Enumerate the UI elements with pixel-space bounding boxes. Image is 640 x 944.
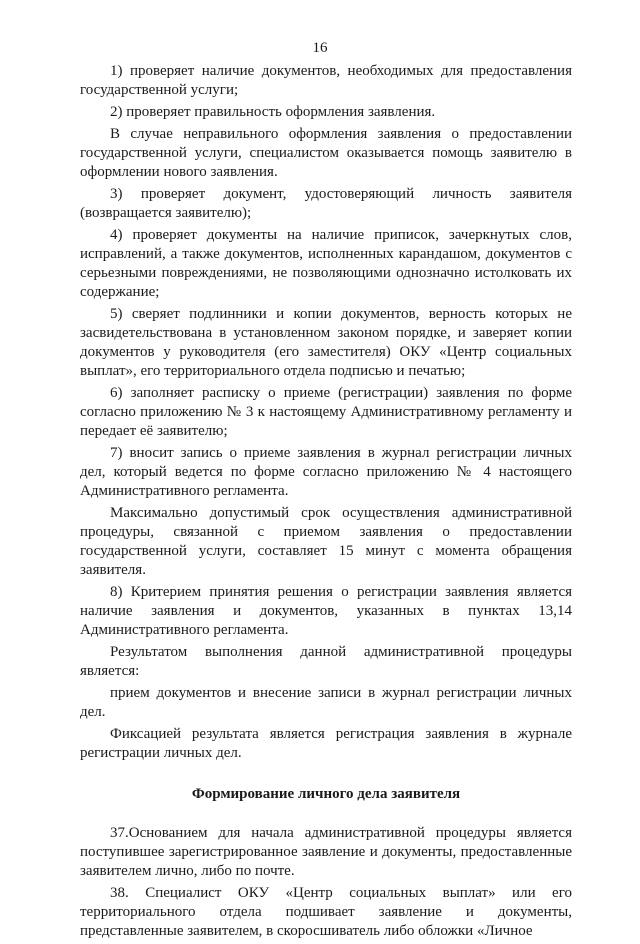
paragraph: В случае неправильного оформления заявления о предоставлении государственной услуги, специалистом оказывается помощь заявителю в оформлении нового заявления. [80,126,572,180]
paragraph: Результатом выполнения данной административной процедуры является: [80,644,572,679]
paragraph: 4) проверяет документы на наличие приписок, зачеркнутых слов, исправлений, а также документов, исполненных карандашом, документов с серьезными повреждениями, не позволяющими однозначно истолковать их содержание; [80,227,572,300]
section-heading: Формирование личного дела заявителя [191,786,461,802]
paragraph: Максимально допустимый срок осуществления административной процедуры, связанной с приемом заявления о предоставлении государственной услуги, составляет 15 минут с момента обращения заявителя. [80,505,572,578]
paragraph: прием документов и внесение записи в журнал регистрации личных дел. [80,685,572,720]
page-number: 16 [312,40,328,56]
paragraph: 38. Специалист ОКУ «Центр социальных выплат» или его территориального отдела подшивает заявление и документы, представленные заявителем, в скоросшиватель либо обложки «Личное [80,885,572,939]
paragraph: 7) вносит запись о приеме заявления в журнал регистрации личных дел, который ведется по форме согласно приложению № 4 настоящего Административного регламента. [80,445,572,499]
paragraph: 37.Основанием для начала административной процедуры является поступившее зарегистрированное заявление и документы, предоставленные заявителем лично, либо по почте. [80,825,572,879]
document-body [80,62,572,944]
paragraph: 3) проверяет документ, удостоверяющий личность заявителя (возвращается заявителю); [80,186,572,221]
paragraph: 2) проверяет правильность оформления заявления. [110,104,436,120]
paragraph: 1) проверяет наличие документов, необходимых для предоставления государственной услуги; [80,63,572,98]
paragraph: 8) Критерием принятия решения о регистрации заявления является наличие заявления и документов, указанных в пунктах 13,14 Административного регламента. [80,584,572,638]
paragraph: 5) сверяет подлинники и копии документов, верность которых не засвидетельствована в установленном законом порядке, и заверяет копии документов у руководителя (его заместителя) ОКУ «Центр социальных выплат», его территориального отдела подписью и печатью; [80,306,572,379]
paragraph: 6) заполняет расписку о приеме (регистрации) заявления по форме согласно приложению № 3 к настоящему Административному регламенту и передает её заявителю; [80,385,572,439]
paragraph: Фиксацией результата является регистрация заявления в журнале регистрации личных дел. [80,726,572,761]
